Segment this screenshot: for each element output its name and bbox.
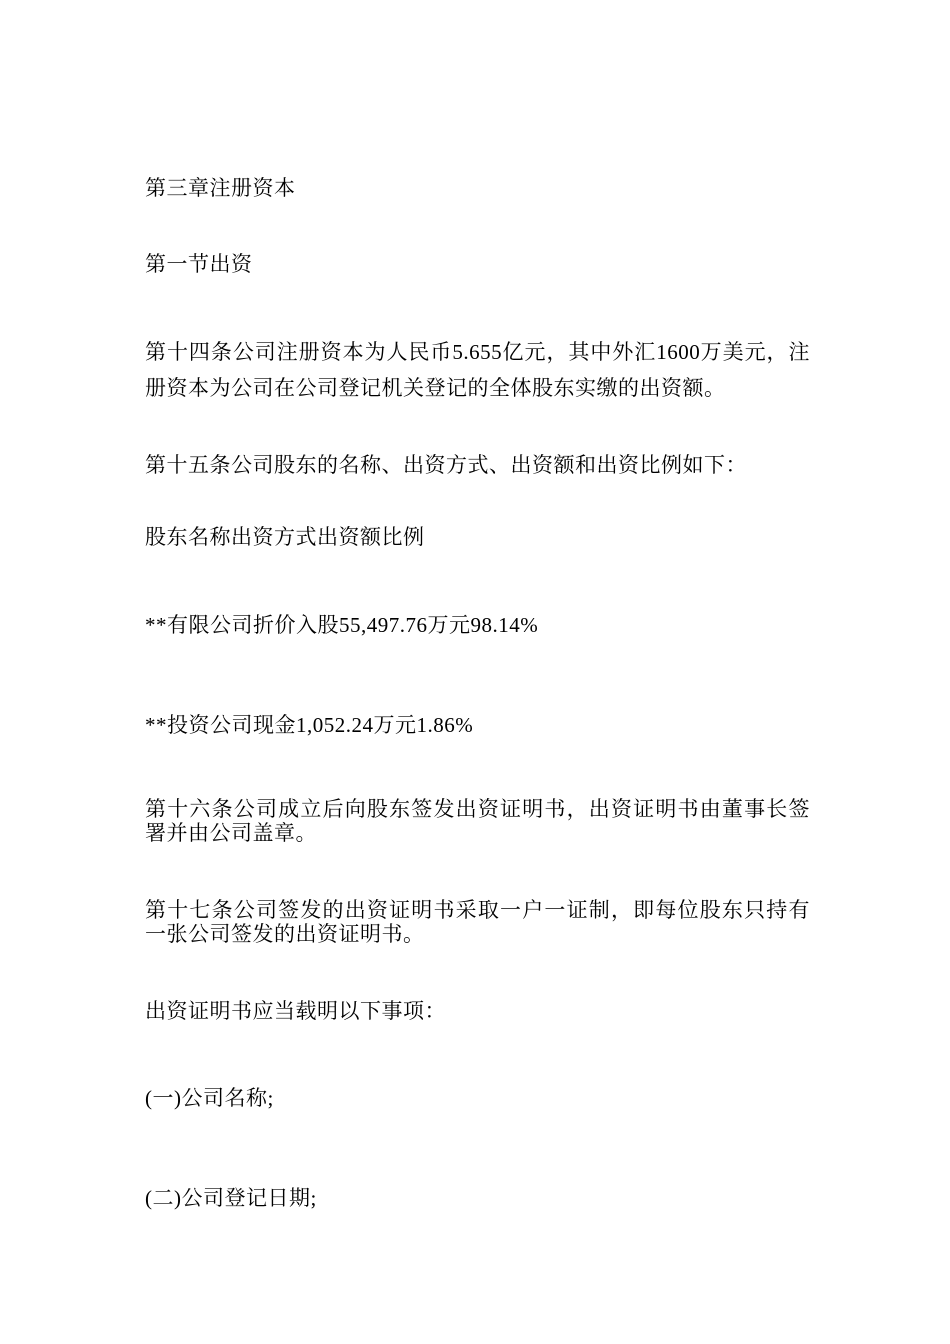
- chapter-title: 第三章注册资本: [145, 176, 296, 200]
- shareholder-row-2: **投资公司现金1,052.24万元1.86%: [145, 713, 474, 737]
- article-15: 第十五条公司股东的名称、出资方式、出资额和出资比例如下：: [145, 453, 747, 477]
- certificate-item-2: (二)公司登记日期;: [145, 1186, 317, 1210]
- article-16: 第十六条公司成立后向股东签发出资证明书，出资证明书由董事长签署并由公司盖章。: [145, 797, 810, 845]
- certificate-item-1: (一)公司名称;: [145, 1086, 274, 1110]
- section-title: 第一节出资: [145, 252, 253, 276]
- shareholder-row-1: **有限公司折价入股55,497.76万元98.14%: [145, 613, 539, 637]
- table-header: 股东名称出资方式出资额比例: [145, 525, 425, 549]
- article-17: 第十七条公司签发的出资证明书采取一户一证制，即每位股东只持有一张公司签发的出资证明书。: [145, 898, 810, 946]
- certificate-items-intro: 出资证明书应当载明以下事项：: [145, 999, 446, 1023]
- article-14: 第十四条公司注册资本为人民币5.655亿元，其中外汇1600万美元，注册资本为公司在公司登记机关登记的全体股东实缴的出资额。: [145, 340, 810, 400]
